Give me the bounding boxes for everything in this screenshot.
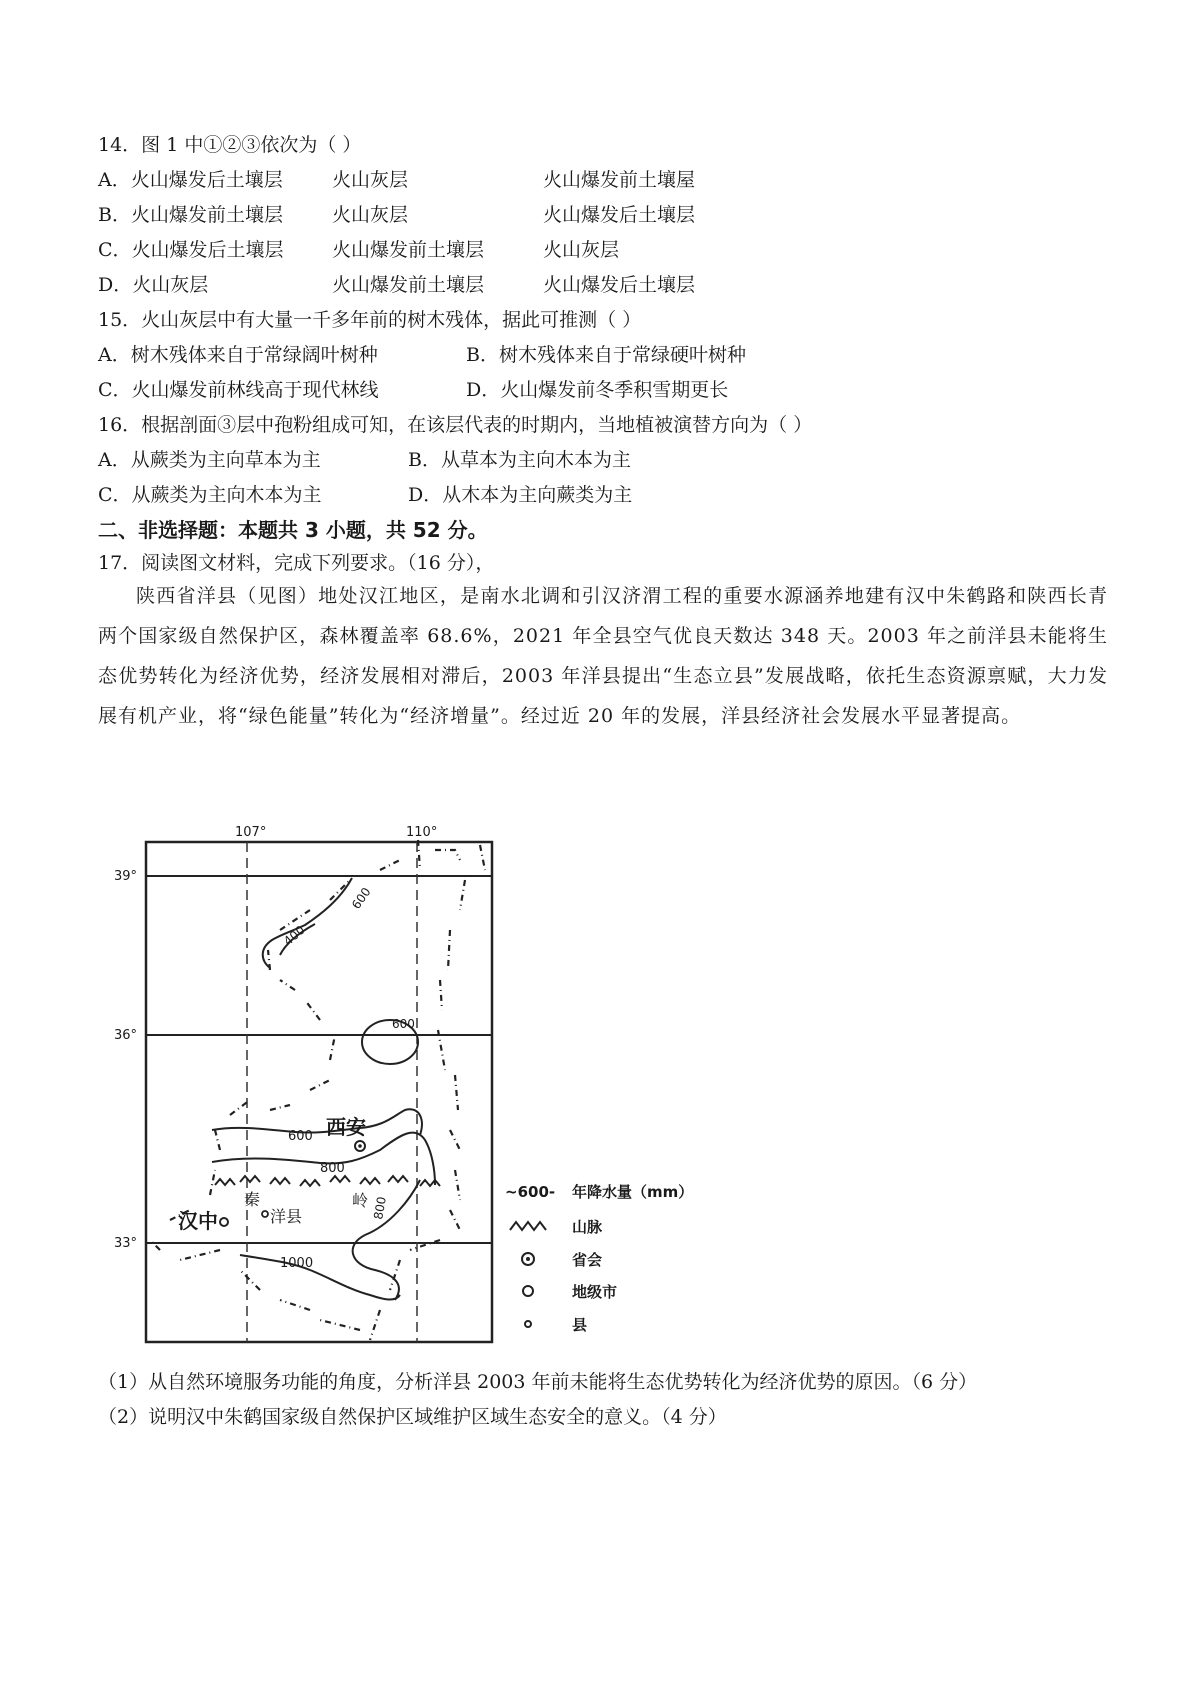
map-legend [505, 1183, 693, 1334]
isohyet-600-north [263, 878, 352, 968]
q16-option-c: C．从蕨类为主向木本为主 [98, 484, 322, 506]
q16-option-d: D．从木本为主向蕨类为主 [408, 484, 633, 506]
q14-stem: 14．图 1 中①②③依次为（ ） [98, 134, 362, 156]
q15-option-c: C．火山爆发前林线高于现代林线 [98, 379, 379, 401]
q16-option-a: A．从蕨类为主向草本为主 [98, 449, 321, 471]
q15-option-b: B．树木残体来自于常绿硬叶树种 [466, 344, 746, 366]
precipitation-map [114, 825, 740, 1350]
q14-option-d-3: 火山爆发后土壤层 [543, 274, 696, 296]
hanzhong-label: 汉中 [178, 1209, 218, 1233]
lat-label-39: 39° [114, 869, 138, 884]
legend-city-label: 地级市 [572, 1283, 618, 1301]
q14-option-c-2: 火山爆发前土壤层 [332, 239, 485, 261]
q14-option-a-3: 火山爆发前土壤屋 [543, 169, 696, 191]
xian-marker-dot [358, 1144, 362, 1148]
hanzhong-marker [220, 1218, 228, 1226]
yangxian-marker [262, 1211, 268, 1217]
legend-mountain-label: 山脉 [572, 1218, 603, 1236]
q14-option-d: D．火山灰层 [98, 274, 209, 296]
isohyet-600-south [212, 1109, 422, 1135]
q17-subquestion-1: （1）从自然环境服务功能的角度，分析洋县 2003 年前未能将生态优势转化为经济优势的原因。（6 分） [98, 1371, 978, 1393]
legend-mountain-icon [510, 1222, 546, 1230]
q14-option-c-3: 火山灰层 [543, 239, 620, 261]
legend-precip-label: 年降水量（mm） [572, 1183, 694, 1201]
q14-option-b-2: 火山灰层 [332, 204, 409, 226]
q17-subquestion-2: （2）说明汉中朱鹤国家级自然保护区域维护区域生态安全的意义。（4 分） [98, 1406, 727, 1428]
isohyet-label-800-south: 800 [320, 1161, 345, 1176]
isohyet-label-600-closed: 600 [392, 1017, 415, 1031]
legend-capital-label: 省会 [572, 1251, 603, 1269]
isohyet-label-1000: 1000 [280, 1256, 314, 1271]
q17-material-paragraph: 陕西省洋县（见图）地处汉江地区，是南水北调和引汉济渭工程的重要水源涵养地建有汉中朱鹤路和陕西长青两个国家级自然保护区，森林覆盖率 68.6%，2021 年全县空气优良天数达 348 天。2003 年之前洋县未能将生态优势转化为经济优势，经济发展相对滞后，2003 年洋县提出“生态立县”发展战略，依托生态资源禀赋，大力发展有机产业，将“绿色能量”转化为“经济增量”。经过近 20 年的发展，洋县经济社会发展水平显著提高。 [98, 585, 1108, 727]
ling-label: 岭 [352, 1191, 369, 1210]
lon-label-110: 110° [406, 825, 438, 840]
q15-option-d: D．火山爆发前冬季积雪期更长 [466, 379, 729, 401]
legend-county-label: 县 [572, 1316, 588, 1334]
isohyet-label-800-east: 800 [371, 1195, 389, 1221]
q14-option-b: B．火山爆发前土壤层 [98, 204, 283, 226]
qin-label: 秦 [244, 1190, 261, 1209]
q16-stem: 16．根据剖面③层中孢粉组成可知，在该层代表的时期内，当地植被演替方向为（ ） [98, 414, 813, 436]
section-title: 二、非选择题：本题共 3 小题，共 52 分。 [98, 518, 488, 542]
isohyet-label-400: 400 [280, 922, 308, 949]
q17-stem: 17．阅读图文材料，完成下列要求。（16 分）， [98, 552, 495, 574]
map-frame [146, 842, 492, 1342]
q15-option-a: A．树木残体来自于常绿阔叶树种 [98, 344, 378, 366]
isohyet-1000 [240, 1255, 400, 1300]
legend-precip-symbol: ~600- [505, 1183, 556, 1201]
legend-county-icon [525, 1321, 531, 1327]
q14-option-a: A．火山爆发后土壤层 [98, 169, 283, 191]
legend-capital-dot [526, 1257, 530, 1261]
q14-option-d-2: 火山爆发前土壤层 [332, 274, 485, 296]
q14-option-a-2: 火山灰层 [332, 169, 409, 191]
qinling-mountains [215, 1176, 440, 1186]
legend-city-icon [523, 1286, 533, 1296]
lat-label-33: 33° [114, 1236, 138, 1251]
isohyet-label-600-south: 600 [288, 1129, 313, 1144]
lon-label-107: 107° [235, 825, 267, 840]
q14-option-c: C．火山爆发后土壤层 [98, 239, 284, 261]
q16-option-b: B．从草本为主向木本为主 [408, 449, 631, 471]
lat-label-36: 36° [114, 1028, 138, 1043]
xian-label: 西安 [326, 1115, 366, 1139]
isohyet-label-600-north: 600 [348, 884, 374, 912]
yangxian-label: 洋县 [270, 1207, 303, 1226]
q14-option-b-3: 火山爆发后土壤层 [543, 204, 696, 226]
q15-stem: 15．火山灰层中有大量一千多年前的树木残体，据此可推测（ ） [98, 309, 642, 331]
